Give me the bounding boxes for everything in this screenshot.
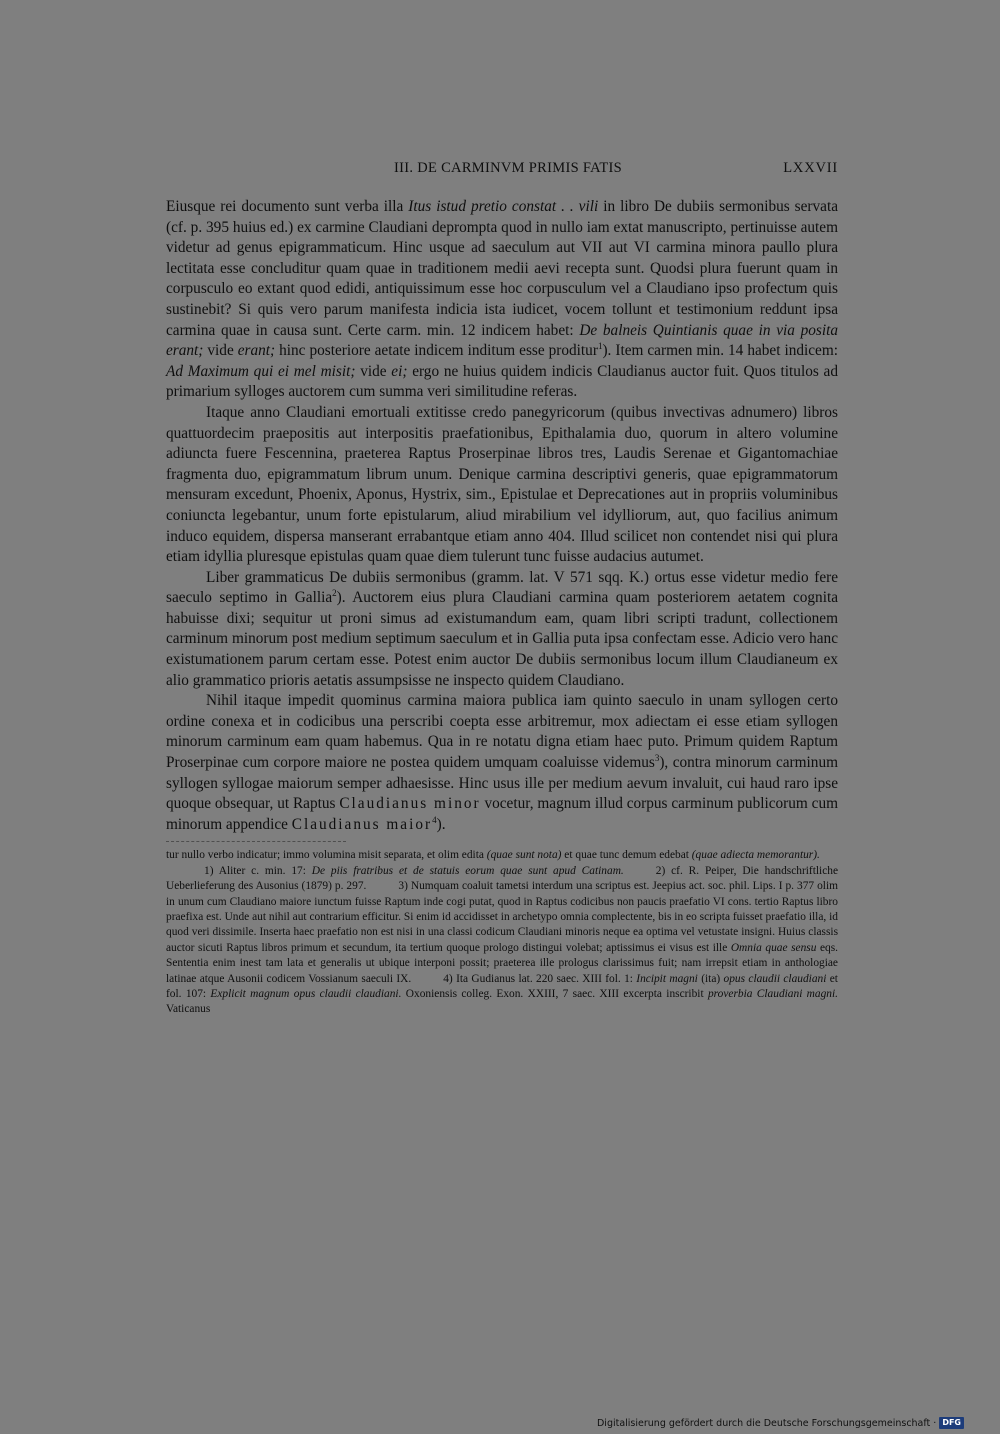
spaced-run: Claudianus minor — [339, 795, 481, 813]
text-run: vide — [355, 362, 392, 380]
running-title: III. DE CARMINVM PRIMIS FATIS — [394, 160, 622, 176]
italic-run: ei; — [391, 362, 408, 380]
text-run: ergo ne huius quidem indicis Claudianus auctor fuit. Quos titulos ad primarium sylloges auctorem cum summa veri similitudine referas. — [166, 362, 838, 401]
document-page — [166, 160, 838, 1018]
text-run: et quae tunc demum edebat — [561, 849, 692, 862]
text-run: Itaque anno Claudiani emortuali extitisse credo panegyricorum (quibus invectivas adnumero) libros quattuordecim praepositis aut interpositis praefationibus, Epithalamia duo, quorum in altero volumine adiuncta fuere Fescennina, praeterea Raptus Proserpinae libros tres, Laudis Serenae et Gigantomachiae fragmenta duo, epigrammatum librum unum. Denique carmina descriptivi generis, quae epigrammatorum mensuram excedunt, Phoenix, Aponus, Hystrix, sim., Epistulae et Deprecationes aut in propriis voluminibus coniuncta legebantur, unum forte epistularum, aliud mirabilium vel idylliorum, aut, quo facilius animum induco equidem, dispersa manserant errabantque etiam anno 404. Illud scilicet non contendet nisi qui plura etiam idyllia pluresque epistulas quam quae diem tulerunt tunc fuisse audacius autumet. — [166, 403, 838, 566]
text-run: eqs. Sententia enim inest tam lata et generalis ut ubique interponi possit; praeterea ille prologus clarissimus fuit; nam irrepsit etiam in anthologiae latinae atque Ausonii codicem Vossianum saeculi IX. — [166, 941, 838, 985]
italic-run: Ad Maximum qui ei mel misit; — [166, 362, 356, 380]
text-run: vide — [203, 342, 238, 360]
footnote-ref: 4 — [432, 814, 437, 825]
text-run: vocetur, magnum illud corpus carminum publicorum cum minorum appendice — [166, 795, 838, 833]
text-run: 1) Aliter c. min. 17: — [204, 864, 312, 877]
text-run: hinc posteriore aetate indicem inditum esse proditur — [275, 342, 598, 360]
text-run: 4) Ita Gudianus lat. 220 saec. XIII fol. 1: — [443, 972, 637, 985]
running-header — [166, 160, 838, 182]
main-text — [166, 197, 838, 835]
italic-run: De piis fratribus et de statuis eorum quae sunt apud Catinam. — [311, 864, 624, 877]
footnote-continuation — [166, 848, 838, 863]
paragraph — [166, 403, 838, 568]
credit-text: Digitalisierung gefördert durch die Deutsche Forschungsgemeinschaft · — [596, 1417, 937, 1429]
text-run: Nihil itaque impedit quominus carmina maiora publica iam quinto saeculo in unam syllogen certo ordine conexa et in codicibus una perscribi coepta esse arbitremur, mox adiectam ei esse etiam syllogen minorum carminum eam quam habemus. Qua in re notatu digna etiam haec puto. Primum quidem Raptum Proserpinae cum corpore maiore ne postea quidem umquam coaluisse videmus — [166, 692, 838, 772]
italic-run: (quae sunt nota) — [486, 849, 562, 862]
text-run: (ita) — [697, 972, 724, 985]
italic-run: Explicit magnum opus claudii claudiani. — [210, 988, 402, 1001]
text-run: tur nullo verbo indicatur; immo volumina misit separata, et olim edita — [166, 849, 487, 862]
italic-run: opus claudii claudiani — [723, 972, 827, 985]
text-run: ). Auctorem eius plura Claudiani carmina quam posteriorem aetatem cognita habuisse dixi; sequitur ut proni simus ad existumandum eam, quam libri scripti tradunt, collectionem carminum minorum post medium septimum saeculum et in Gallia puta ipsa confectam esse. Adicio vero hanc existumationem parum certam esse. Potest enim auctor De dubiis sermonibus locum illum Claudianeum ex alio grammatico prioris aetatis assumpsisse ne inspecto quidem Claudiano. — [166, 589, 838, 689]
text-run: Liber grammaticus De dubiis sermonibus (gramm. lat. V 571 sqq. K.) ortus esse videtur medio fere saeculo septimo in Gallia — [166, 568, 838, 607]
text-run: et fol. 107: — [166, 972, 838, 1001]
text-run: Oxoniensis colleg. Exon. XXIII, 7 saec. XIII excerpta inscribit — [401, 988, 708, 1001]
footnote-separator — [166, 841, 346, 842]
text-run: 2) cf. R. Peiper, Die handschriftliche Ueberlieferung des Ausonius (1879) p. 297. — [166, 864, 838, 893]
italic-run: De balneis Quintianis quae in via posita erant; — [166, 321, 838, 360]
spaced-run: Claudianus maior — [291, 815, 433, 833]
dfg-logo-icon: DFG — [939, 1417, 964, 1429]
paragraph — [166, 691, 838, 835]
text-run: Eiusque rei documento sunt verba illa — [166, 198, 409, 215]
footnote-block — [166, 864, 838, 1018]
italic-run: proverbia Claudiani magni. — [707, 988, 839, 1001]
paragraph — [166, 568, 838, 692]
footnote-ref: 2 — [332, 588, 337, 599]
text-run: ), contra minorum carminum syllogen syllogae maiorum semper adhaesisse. Hinc usus ille per medium aevum invaluit, cui haud raro ipse quoque obsequar, ut Raptus — [166, 754, 838, 813]
italic-run: Omnia quae sensu — [730, 941, 817, 954]
italic-run: Itus istud pretio constat . . vili — [408, 198, 599, 215]
text-run: 3) Numquam coaluit tametsi interdum una scriptus est. Jeepius act. soc. phil. Lips. I p. 377 olim in unum cum Claudiano maiore iunctum fuisse Raptum inde cogi putat, quod in Raptus codicibus non paucis praefatio VI cons. tertio Raptus libro praefixa est. Unde aut nihil aut contrarium efficitur. Si enim id accidisset in archetypo omnia complectente, bis in eo scripta fuisset praefatio illa, id quod veri dissimile. Inserta haec praefatio non est nisi in una classi codicum Claudiani minoris neque ea optima vel vetustate insigni. Huius classis auctor sicuti Raptus libros primum et secundum, ita tertium quoque prologo distingui volebat; aptissimus ei visus est ille — [166, 880, 838, 954]
paragraph — [166, 197, 838, 403]
text-run: ). Item carmen min. 14 habet indicem: — [602, 342, 838, 360]
text-run: Vaticanus — [166, 1003, 211, 1016]
footnote-ref: 1 — [597, 341, 603, 352]
digitization-credit — [597, 1417, 964, 1429]
italic-run: erant; — [237, 342, 276, 360]
italic-run: (quae adiecta memorantur). — [691, 849, 820, 862]
italic-run: Incipit magni — [636, 972, 698, 985]
footnote-ref: 3 — [654, 753, 660, 764]
page-number: LXXVII — [783, 160, 838, 176]
text-run: ). — [436, 815, 446, 833]
text-run: in libro De dubiis sermonibus servata (cf. p. 395 huius ed.) ex carmine Claudiani deprompta quod in nullo iam extat manuscripto, pertinuisse autem videtur ad genus epigrammaticum. Hinc usque ad saeculum aut VII aut VI carmina minora paullo plura lectitata esse concluditur quam quae in traditionem medii aevi recepta sunt. Quodsi plura fuerunt quam in corpusculo eo extant quod edidi, antiquissimum esse hoc corpusculum vel a Claudiano ipso profectum quis sustinebit? Si quis vero parum manifesta indicia ista iudicet, vocem tollunt et testimonium reddunt ipsa carmina quae in causa sunt. Certe carm. min. 12 indicem habet: — [166, 198, 838, 339]
footnotes — [166, 848, 838, 1017]
